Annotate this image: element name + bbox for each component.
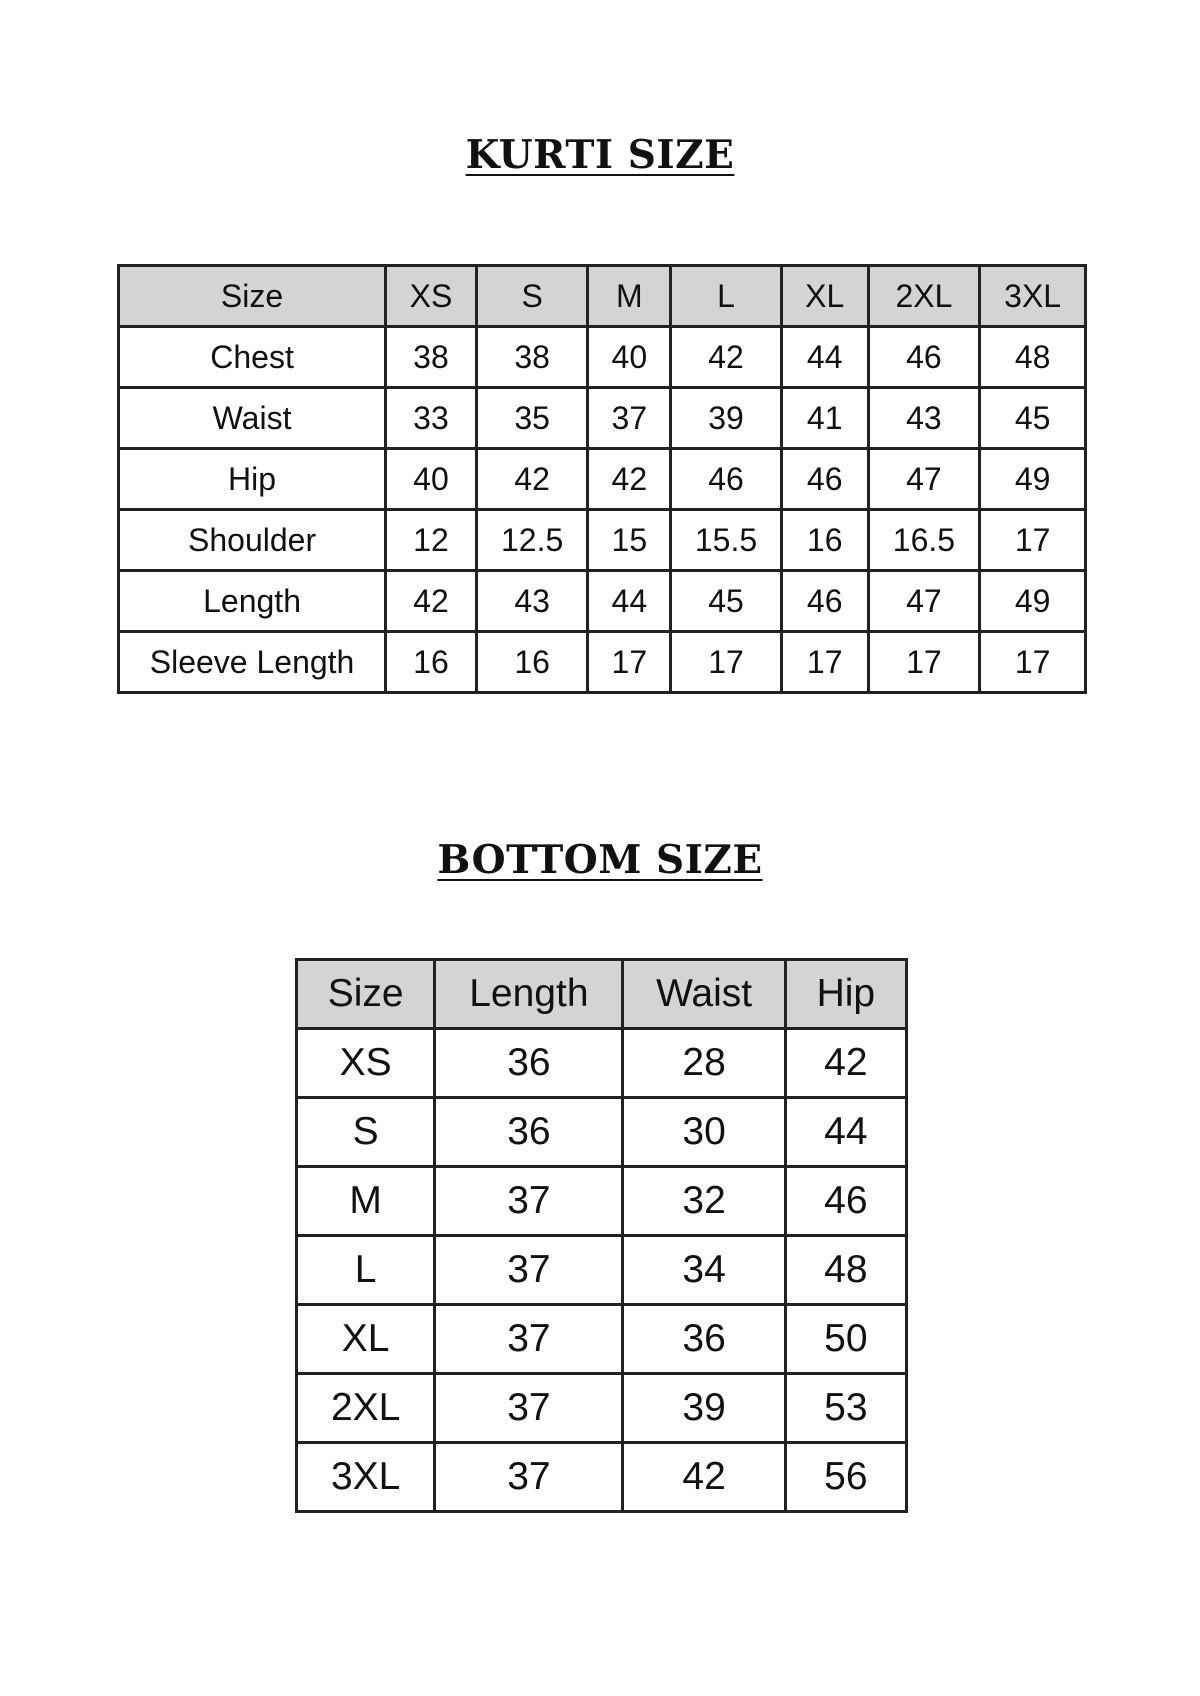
table-cell: 17 [671,632,782,693]
header-cell: Waist [623,960,785,1029]
table-cell: 16 [386,632,477,693]
table-row [297,1029,907,1098]
table-row [297,1167,907,1236]
table-cell: 46 [868,327,980,388]
table-cell: 42 [476,449,588,510]
table-cell: 48 [785,1236,906,1305]
table-cell: 16 [781,510,868,571]
row-label-cell: XL [297,1305,435,1374]
table-cell: 43 [476,571,588,632]
table-cell: 32 [623,1167,785,1236]
row-label-cell: 3XL [297,1443,435,1512]
header-cell: Length [435,960,623,1029]
table-cell: 42 [623,1443,785,1512]
table-row [297,1443,907,1512]
header-cell: L [671,266,782,327]
table-cell: 42 [785,1029,906,1098]
table-cell: 47 [868,449,980,510]
table-cell: 17 [781,632,868,693]
table-header-row [119,266,1086,327]
table-cell: 17 [980,632,1086,693]
table-row [297,1236,907,1305]
row-label-cell: S [297,1098,435,1167]
header-cell: 2XL [868,266,980,327]
table-cell: 53 [785,1374,906,1443]
table-cell: 40 [386,449,477,510]
table-cell: 42 [671,327,782,388]
table-row [119,388,1086,449]
table-cell: 35 [476,388,588,449]
table-cell: 44 [781,327,868,388]
table-cell: 50 [785,1305,906,1374]
table-row [297,1305,907,1374]
table-row [119,449,1086,510]
table-cell: 42 [588,449,671,510]
table-cell: 37 [435,1236,623,1305]
table-cell: 38 [476,327,588,388]
table-cell: 28 [623,1029,785,1098]
table-cell: 17 [868,632,980,693]
table-cell: 46 [781,449,868,510]
table-cell: 37 [435,1167,623,1236]
table-row [119,327,1086,388]
table-cell: 39 [671,388,782,449]
table-cell: 38 [386,327,477,388]
table-cell: 43 [868,388,980,449]
table-cell: 44 [588,571,671,632]
header-cell: Hip [785,960,906,1029]
table-row [119,510,1086,571]
table-cell: 16 [476,632,588,693]
header-cell: XL [781,266,868,327]
table-cell: 12 [386,510,477,571]
table-cell: 46 [671,449,782,510]
kurti-size-table [117,264,1087,694]
table-cell: 44 [785,1098,906,1167]
table-cell: 33 [386,388,477,449]
row-label-cell: Hip [119,449,386,510]
header-cell: XS [386,266,477,327]
table-cell: 16.5 [868,510,980,571]
table-cell: 42 [386,571,477,632]
table-cell: 37 [435,1374,623,1443]
table-cell: 34 [623,1236,785,1305]
table-cell: 17 [980,510,1086,571]
bottom-size-table [295,958,908,1513]
row-label-cell: Chest [119,327,386,388]
header-cell: Size [297,960,435,1029]
table-cell: 37 [435,1305,623,1374]
table-cell: 39 [623,1374,785,1443]
table-cell: 36 [623,1305,785,1374]
row-label-cell: Shoulder [119,510,386,571]
bottom-size-title: BOTTOM SIZE [437,837,763,883]
table-cell: 45 [980,388,1086,449]
table-row [119,632,1086,693]
row-label-cell: M [297,1167,435,1236]
table-cell: 48 [980,327,1086,388]
table-cell: 49 [980,449,1086,510]
header-cell: M [588,266,671,327]
header-cell: 3XL [980,266,1086,327]
table-cell: 12.5 [476,510,588,571]
header-cell: S [476,266,588,327]
table-cell: 45 [671,571,782,632]
row-label-cell: L [297,1236,435,1305]
table-cell: 36 [435,1098,623,1167]
table-cell: 37 [588,388,671,449]
table-row [119,571,1086,632]
table-header-row [297,960,907,1029]
table-cell: 46 [781,571,868,632]
row-label-cell: 2XL [297,1374,435,1443]
table-cell: 46 [785,1167,906,1236]
table-cell: 37 [435,1443,623,1512]
table-cell: 40 [588,327,671,388]
row-label-cell: Sleeve Length [119,632,386,693]
row-label-cell: XS [297,1029,435,1098]
table-cell: 49 [980,571,1086,632]
table-cell: 17 [588,632,671,693]
header-cell: Size [119,266,386,327]
table-row [297,1098,907,1167]
row-label-cell: Length [119,571,386,632]
table-cell: 56 [785,1443,906,1512]
table-cell: 30 [623,1098,785,1167]
table-cell: 41 [781,388,868,449]
table-row [297,1374,907,1443]
kurti-size-title: KURTI SIZE [465,132,735,178]
table-cell: 47 [868,571,980,632]
table-cell: 36 [435,1029,623,1098]
table-cell: 15.5 [671,510,782,571]
row-label-cell: Waist [119,388,386,449]
table-cell: 15 [588,510,671,571]
